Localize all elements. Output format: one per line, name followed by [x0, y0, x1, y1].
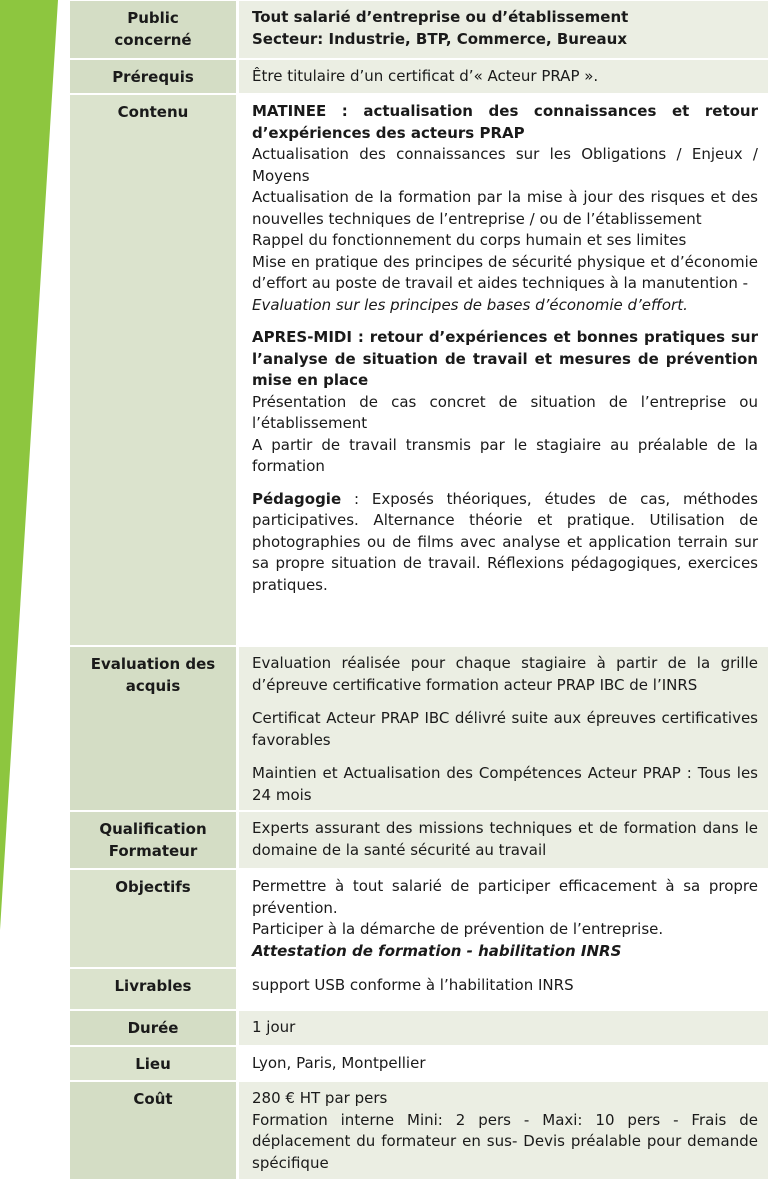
apres-midi-item: A partir de travail transmis par le stagiaire au préalable de la formation	[252, 435, 758, 475]
matinee-item: Actualisation de la formation par la mise à jour des risques et des nouvelles techniques de l’entreprise / ou de l’établissement	[252, 188, 758, 228]
matinee-evaluation: Evaluation sur les principes de bases d’économie d’effort.	[252, 295, 688, 314]
row-prerequis	[70, 59, 768, 93]
matinee-item: Actualisation des connaissances sur les Obligations / Enjeux / Moyens	[252, 145, 758, 185]
row-contenu	[70, 94, 768, 645]
label-duree: Durée	[70, 1011, 236, 1045]
value-evaluation: Evaluation réalisée pour chaque stagiaire à partir de la grille d’épreuve certificative formation acteur PRAP IBC de l’INRS Certificat Acteur PRAP IBC délivré suite aux épreuves certificatives favorables Maintien et Actualisation des Compétences Acteur PRAP : Tous les 24 mois	[239, 647, 768, 810]
value-qualification: Experts assurant des missions techniques et de formation dans le domaine de la santé sécurité au travail	[239, 812, 768, 868]
row-objectifs	[70, 869, 768, 967]
pedagogie-paragraph: Pédagogie : Exposés théoriques, études de cas, méthodes participatives. Alternance théorie et pratique. Utilisation de photographies ou de films avec analyse et application terrain sur sa propre situation de travail. Réflexions pédagogiques, exercices pratiques.	[252, 489, 758, 594]
matinee-item: Rappel du fonctionnement du corps humain et ses limites	[252, 231, 687, 249]
value-objectifs: Permettre à tout salarié de participer efficacement à sa propre prévention. Participer à la démarche de prévention de l’entreprise. Attestation de formation - habilitation INRS	[239, 870, 768, 967]
value-public: Tout salarié d’entreprise ou d’établissement Secteur: Industrie, BTP, Commerce, Bureaux	[239, 1, 768, 58]
row-public	[70, 0, 768, 58]
label-livrables: Livrables	[70, 969, 236, 1009]
label-prerequis: Prérequis	[70, 60, 236, 93]
row-cout	[70, 1081, 768, 1179]
label-objectifs: Objectifs	[70, 870, 236, 967]
value-lieu: Lyon, Paris, Montpellier	[239, 1047, 768, 1080]
decorative-green-bar	[0, 0, 60, 930]
row-qualification	[70, 811, 768, 868]
matinee-item: Mise en pratique des principes de sécurité physique et d’économie d’effort au poste de travail et aides techniques à la manutention -	[252, 252, 758, 292]
label-evaluation: Evaluation des acquis	[70, 647, 236, 810]
value-contenu	[239, 95, 768, 645]
value-cout: 280 € HT par pers Formation interne Mini: 2 pers - Maxi: 10 pers - Frais de déplacement du formateur en sus- Devis préalable pour demande spécifique	[239, 1082, 768, 1179]
label-lieu: Lieu	[70, 1047, 236, 1080]
label-cout: Coût	[70, 1082, 236, 1179]
value-livrables: support USB conforme à l’habilitation INRS	[239, 969, 768, 1009]
row-lieu	[70, 1046, 768, 1080]
apres-midi-title: APRES-MIDI : retour d’expériences et bonnes pratiques sur l’analyse de situation de travail et mesures de prévention mise en place	[252, 328, 758, 389]
label-contenu: Contenu	[70, 95, 236, 645]
label-qualification: Qualification Formateur	[70, 812, 236, 868]
row-evaluation	[70, 646, 768, 810]
value-prerequis: Être titulaire d’un certificat d’« Acteur PRAP ».	[239, 60, 768, 93]
value-duree: 1 jour	[239, 1011, 768, 1045]
apres-midi-item: Présentation de cas concret de situation de l’entreprise ou l’établissement	[252, 392, 758, 432]
row-duree	[70, 1010, 768, 1045]
label-public: Public concerné	[70, 1, 236, 58]
matinee-title: MATINEE : actualisation des connaissances et retour d’expériences des acteurs PRAP	[252, 102, 758, 142]
row-livrables	[70, 968, 768, 1009]
